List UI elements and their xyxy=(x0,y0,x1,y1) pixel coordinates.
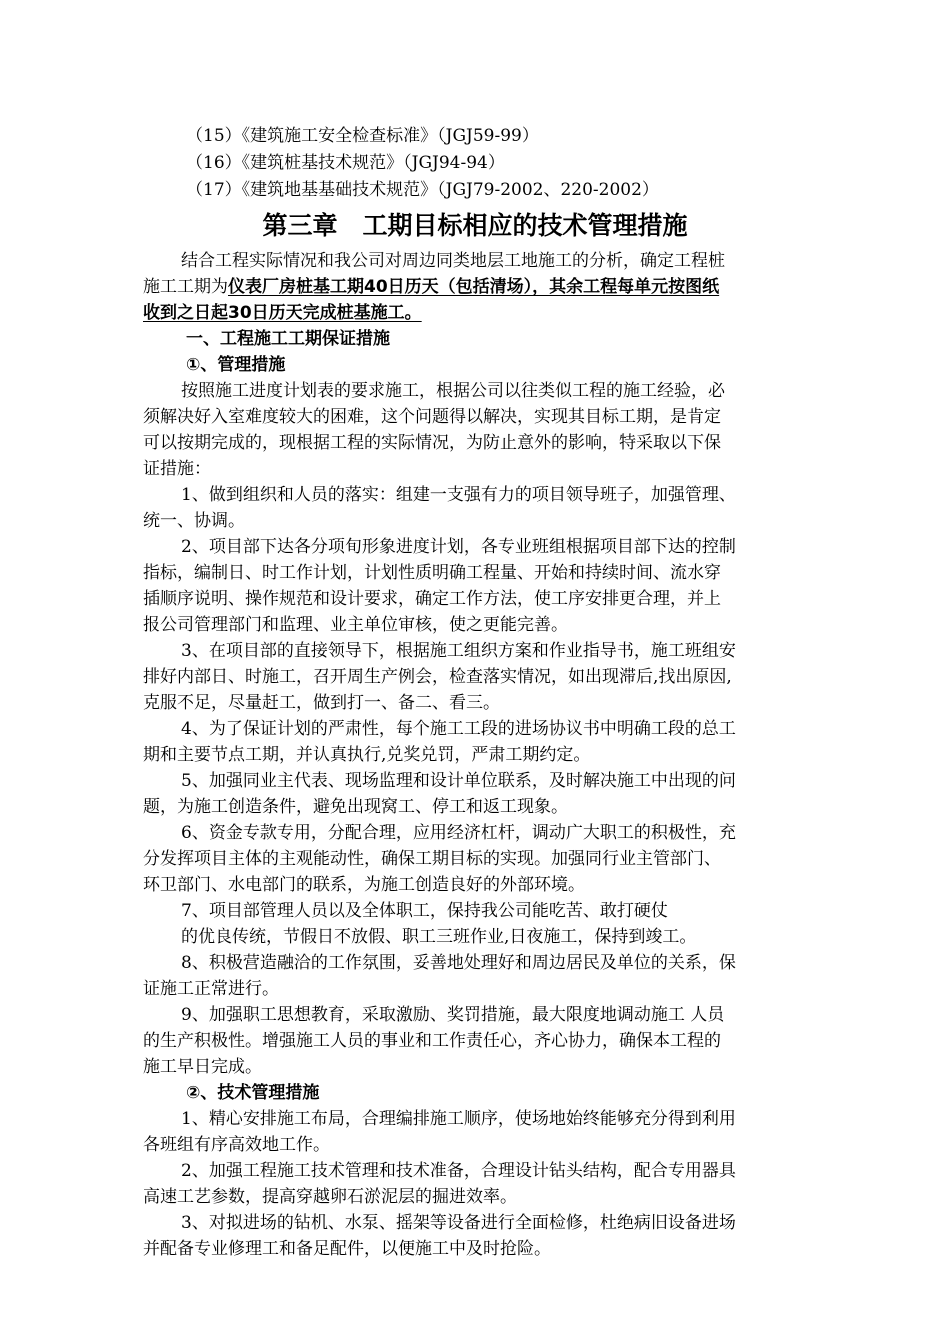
paragraph-line: 1、精心安排施工布局，合理编排施工顺序，使场地始终能够充分得到利用 xyxy=(181,1109,736,1129)
paragraph-line: 按照施工进度计划表的要求施工，根据公司以往类似工程的施工经验，必 xyxy=(181,381,725,401)
paragraph-line: 环卫部门、水电部门的联系，为施工创造良好的外部环境。 xyxy=(143,875,585,895)
paragraph-line: 插顺序说明、操作规范和设计要求，确定工作方法，使工序安排更合理，并上 xyxy=(143,589,721,609)
intro-line-2 xyxy=(143,274,719,300)
section-title-schedule-guarantee: 一、工程施工工期保证措施 xyxy=(186,329,390,349)
paragraph-line: 须解决好入室难度较大的困难，这个问题得以解决，实现其目标工期，是肯定 xyxy=(143,407,721,427)
paragraph-line: 排好内部日、时施工，召开周生产例会，检查落实情况，如出现滞后,找出原因, xyxy=(143,667,732,687)
paragraph-line: 的优良传统，节假日不放假、职工三班作业,日夜施工，保持到竣工。 xyxy=(181,927,697,947)
paragraph-line: 并配备专业修理工和备足配件，以便施工中及时抢险。 xyxy=(143,1239,551,1259)
intro-schedule-emphasis: 仪表厂房桩基工期40日历天（包括清场），其余工程每单元按图纸 xyxy=(228,277,720,297)
paragraph-line: 3、对拟进场的钻机、水泵、摇架等设备进行全面检修，杜绝病旧设备进场 xyxy=(181,1213,736,1233)
subsection-title-technical: ②、技术管理措施 xyxy=(186,1083,320,1103)
paragraph-line: 证措施： xyxy=(143,459,211,479)
paragraph-line: 1、做到组织和人员的落实：组建一支强有力的项目领导班子，加强管理、 xyxy=(181,485,736,505)
paragraph-line: 证施工正常进行。 xyxy=(143,979,279,999)
paragraph-line: 题，为施工创造条件，避免出现窝工、停工和返工现象。 xyxy=(143,797,568,817)
paragraph-line: 分发挥项目主体的主观能动性，确保工期目标的实现。加强同行业主管部门、 xyxy=(143,849,721,869)
paragraph-line: 5、加强同业主代表、现场监理和设计单位联系，及时解决施工中出现的问 xyxy=(181,771,736,791)
paragraph-line: 各班组有序高效地工作。 xyxy=(143,1135,330,1155)
paragraph-line: 9、加强职工思想教育，采取激励、奖罚措施，最大限度地调动施工 人员 xyxy=(181,1005,725,1025)
paragraph-line: 施工早日完成。 xyxy=(143,1057,262,1077)
paragraph-line: 统一、协调。 xyxy=(143,511,245,531)
paragraph-line: 7、项目部管理人员以及全体职工，保持我公司能吃苦、敢打硬仗 xyxy=(181,901,668,921)
paragraph-line: 克服不足，尽量赶工，做到打一、备二、看三。 xyxy=(143,693,500,713)
paragraph-line: 8、积极营造融洽的工作氛围，妥善地处理好和周边居民及单位的关系，保 xyxy=(181,953,736,973)
intro-schedule-emphasis-end: 收到之日起30日历天完成桩基施工。 xyxy=(143,303,422,323)
paragraph-line: 6、资金专款专用，分配合理，应用经济杠杆，调动广大职工的积极性，充 xyxy=(181,823,736,843)
intro-line-3 xyxy=(143,300,422,326)
paragraph-line: 的生产积极性。增强施工人员的事业和工作责任心，齐心协力，确保本工程的 xyxy=(143,1031,721,1051)
reference-item-17: （17）《建筑地基基础技术规范》（JGJ79-2002、220-2002） xyxy=(186,180,659,200)
subsection-title-management: ①、管理措施 xyxy=(186,355,286,375)
paragraph-line: 2、加强工程施工技术管理和技术准备，合理设计钻头结构，配合专用器具 xyxy=(181,1161,736,1181)
paragraph-line: 4、为了保证计划的严肃性，每个施工工段的进场协议书中明确工段的总工 xyxy=(181,719,736,739)
paragraph-line: 期和主要节点工期，并认真执行,兑奖兑罚，严肃工期约定。 xyxy=(143,745,591,765)
paragraph-line: 高速工艺参数，提高穿越卵石淤泥层的掘进效率。 xyxy=(143,1187,517,1207)
reference-item-16: （16）《建筑桩基技术规范》（JGJ94-94） xyxy=(186,153,505,173)
reference-item-15: （15）《建筑施工安全检查标准》（JGJ59-99） xyxy=(186,126,539,146)
chapter-title: 第三章 工期目标相应的技术管理措施 xyxy=(262,211,688,240)
intro-line-1: 结合工程实际情况和我公司对周边同类地层工地施工的分析，确定工程桩 xyxy=(181,251,725,271)
intro-line-2-plain: 施工工期为 xyxy=(143,277,228,297)
paragraph-line: 可以按期完成的，现根据工程的实际情况，为防止意外的影响，特采取以下保 xyxy=(143,433,721,453)
paragraph-line: 报公司管理部门和监理、业主单位审核，使之更能完善。 xyxy=(143,615,568,635)
paragraph-line: 2、项目部下达各分项旬形象进度计划，各专业班组根据项目部下达的控制 xyxy=(181,537,736,557)
paragraph-line: 3、在项目部的直接领导下，根据施工组织方案和作业指导书，施工班组安 xyxy=(181,641,736,661)
paragraph-line: 指标，编制日、时工作计划，计划性质明确工程量、开始和持续时间、流水穿 xyxy=(143,563,721,583)
